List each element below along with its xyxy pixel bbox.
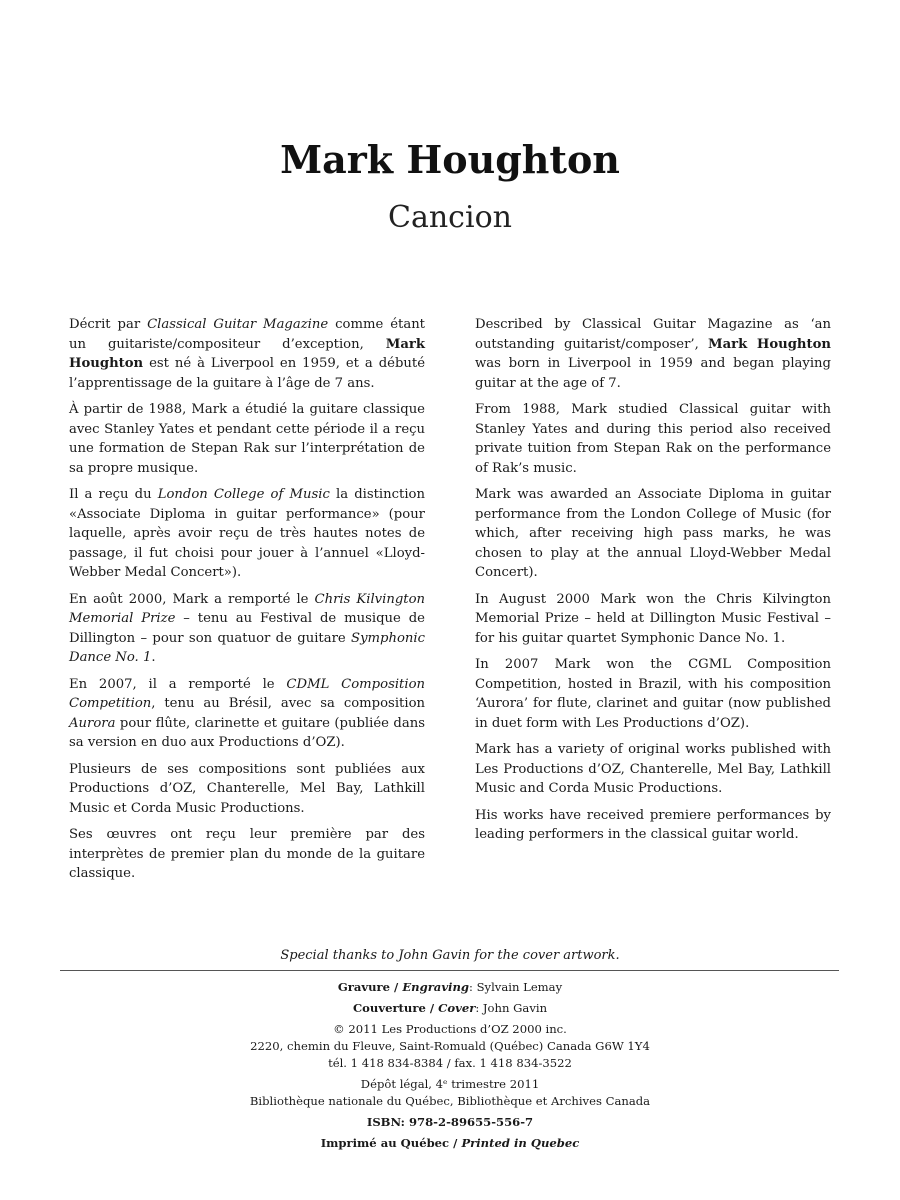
- bio-fr-paragraph: Plusieurs de ses compositions sont publiées aux Productions d’OZ, Chanterelle, Mel Bay, Lathkill Music et Corda Music Productions.: [69, 761, 425, 816]
- bio-en-paragraph: In 2007 Mark won the CGML Composition Competition, hosted in Brazil, with his composition ‘Aurora’ for flute, clarinet and guitar (now published in duet form with Les Productions d’OZ).: [475, 657, 831, 731]
- publisher-address: 2220, chemin du Fleuve, Saint-Romuald (Québec) Canada G6W 1Y4: [250, 1039, 650, 1053]
- cover-credit: Couverture / Cover: John Gavin: [352, 1001, 548, 1015]
- engraving-credit: Gravure / Engraving: Sylvain Lemay: [337, 980, 563, 994]
- bio-en-paragraph: Described by Classical Guitar Magazine as ‘an outstanding guitarist/composer’, Mark Houghton was born in Liverpool in 1959 and began playing guitar at the age of 7.: [475, 317, 831, 391]
- publisher-phone: tél. 1 418 834-8384 / fax. 1 418 834-3522: [328, 1056, 572, 1070]
- bio-en-paragraph: In August 2000 Mark won the Chris Kilvington Memorial Prize – held at Dillington Music Festival – for his guitar quartet Symphonic Dance No. 1.: [475, 591, 831, 646]
- bio-fr-paragraph: Décrit par Classical Guitar Magazine comme étant un guitariste/compositeur d’exception, Mark Houghton est né à Liverpool en 1959, et a débuté l’apprentissage de la guitare à l’âge de 7 ans.: [69, 317, 425, 391]
- credits-block: [0, 979, 900, 1152]
- isbn: ISBN: 978-2-89655-556-7: [366, 1115, 534, 1129]
- special-thanks: Special thanks to John Gavin for the cover artwork.: [280, 948, 620, 963]
- biography-french: [69, 315, 425, 891]
- bio-en-paragraph: Mark has a variety of original works published with Les Productions d’OZ, Chanterelle, Mel Bay, Lathkill Music and Corda Music Productions.: [475, 742, 831, 796]
- copyright: © 2011 Les Productions d’OZ 2000 inc.: [333, 1022, 567, 1036]
- bio-fr-paragraph: En 2007, il a remporté le CDML Composition Competition, tenu au Brésil, avec sa composition Aurora pour flûte, clarinette et guitare (publiée dans sa version en duo aux Productions d’OZ).: [69, 676, 426, 750]
- composer-name: Mark Houghton: [280, 137, 620, 182]
- library-deposit: Bibliothèque nationale du Québec, Bibliothèque et Archives Canada: [249, 1094, 651, 1108]
- bio-fr-paragraph: À partir de 1988, Mark a étudié la guitare classique avec Stanley Yates et pendant cette période il a reçu une formation de Stepan Rak sur l’interprétation de sa propre musique.: [69, 402, 425, 476]
- piece-title: Cancion: [388, 200, 512, 235]
- bio-en-paragraph: From 1988, Mark studied Classical guitar with Stanley Yates and during this period also received private tuition from Stepan Rak on the performance of Rak’s music.: [475, 402, 831, 476]
- bio-fr-paragraph: Il a reçu du London College of Music la distinction «Associate Diploma in guitar performance» (pour laquelle, après avoir reçu de très hautes notes de passage, il fut choisi pour jouer à l’annuel «Lloyd-Webber Medal Concert»).: [69, 487, 425, 580]
- bio-fr-paragraph: Ses œuvres ont reçu leur première par des interprètes de premier plan du monde de la guitare classique.: [69, 827, 425, 881]
- biography-english: [475, 315, 831, 852]
- bio-en-paragraph: His works have received premiere performances by leading performers in the classical guitar world.: [475, 807, 831, 842]
- printed-in: Imprimé au Québec / Printed in Quebec: [320, 1136, 580, 1150]
- bio-en-paragraph: Mark was awarded an Associate Diploma in guitar performance from the London College of Music (for which, after receiving high pass marks, he was chosen to play at the annual Lloyd-Webber Medal Concert).: [475, 487, 831, 580]
- legal-deposit: Dépôt légal, 4ᵉ trimestre 2011: [360, 1077, 540, 1091]
- bio-fr-paragraph: En août 2000, Mark a remporté le Chris Kilvington Memorial Prize – tenu au Festival de musique de Dillington – pour son quatuor de guitare Symphonic Dance No. 1.: [69, 591, 426, 665]
- footer-divider: [60, 970, 839, 971]
